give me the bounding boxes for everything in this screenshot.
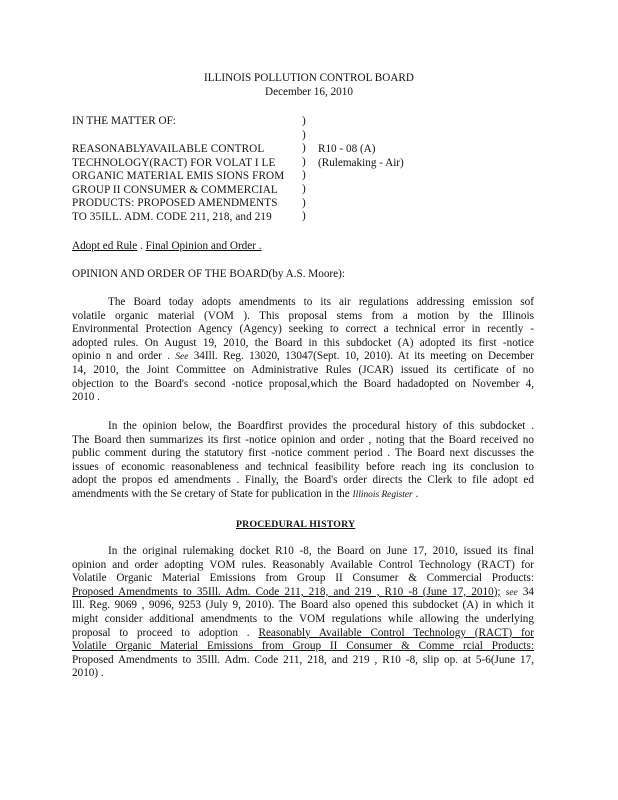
paragraph-line xyxy=(72,488,534,502)
paragraph-procedural-history xyxy=(72,545,534,681)
board-name: ILLINOIS POLLUTION CONTROL BOARD xyxy=(204,72,414,84)
paren: ) xyxy=(302,196,306,209)
paragraph-line: The Board today adopts amendments to its air regulations addressing emission sof xyxy=(108,296,534,308)
case-caption xyxy=(72,143,300,225)
caption-line: ORGANIC MATERIAL EMIS SIONS FROM xyxy=(72,170,285,183)
paragraph-line: objection to the Board's second -notice proposal,which the Board hadadopted on November 4, xyxy=(72,377,534,390)
docket-type: (Rulemaking - Air) xyxy=(318,157,404,169)
in-the-matter-of: IN THE MATTER OF: xyxy=(72,115,176,127)
document-date: December 16, 2010 xyxy=(265,86,353,98)
adopted-rule-text: Adopt ed Rule xyxy=(72,240,138,252)
paragraph-text: proposal to proceed to adoption . xyxy=(72,626,250,639)
paren: ) xyxy=(302,210,306,223)
see-signal: See xyxy=(175,352,189,363)
paragraph-line: 14, 2010, the Joint Committee on Administrative Rules (JCAR) issued its certificate of no xyxy=(72,363,534,376)
paragraph-line: In the original rulemaking docket R10 -8, the Board on June 17, 2010, issued its final xyxy=(108,545,534,557)
illinois-register: Illinois Register xyxy=(352,489,413,500)
adopted-rule-line: Adopt ed Rule . Final Opinion and Order . xyxy=(72,240,262,252)
paragraph-text: amendments with the Se cretary of State for publication in the xyxy=(72,487,350,500)
paragraph-text: 34 xyxy=(522,585,535,598)
paren: ) xyxy=(302,169,306,182)
paragraph-line: Volatile Organic Material Emissions from Group II Consumer & Commercial Products: xyxy=(72,572,534,585)
paragraph-line: adopt the propos ed amendments . Finally, the Board's order directs the Clerk to file adopt ed xyxy=(72,474,534,487)
paren: ) xyxy=(302,128,306,141)
paragraph-line: public comment during the statutory first -notice comment period . The Board next discusses the xyxy=(72,447,534,460)
paragraph-line: Ill. Reg. 9069 , 9096, 9253 (July 9, 2010). The Board also opened this subdocket (A) in which it xyxy=(72,599,534,612)
caption-line: TECHNOLOGY(RACT) FOR VOLAT I LE xyxy=(72,156,276,169)
paragraph-line: Proposed Amendments to 35Ill. Adm. Code 211, 218, and 219 , R10 -8, slip op. at 5-6(June 17, xyxy=(72,653,534,666)
section-heading-procedural-history xyxy=(236,518,355,532)
paragraph-line xyxy=(72,627,534,641)
section-heading-text: PROCEDURAL HISTORY xyxy=(236,519,356,530)
paragraph-line: opinion and order adopting VOM rules. Reasonably Available Control Technology (RACT) for xyxy=(72,558,534,571)
paren: ) xyxy=(302,142,306,155)
paragraph-line xyxy=(72,586,534,600)
paragraph-line: 2010 . xyxy=(72,391,100,404)
paragraph-text: Proposed Amendments to 35Ill. Adm. Code 211, 218, and 219 , R10 -8 (June 17, 2010); xyxy=(72,585,501,598)
paragraph-line: might consider additional amendments to the VOM regulations while allowing the underlying xyxy=(72,612,534,625)
paragraph-line: issues of economic reasonableness and technical feasibility before reach ing its conclusion to xyxy=(72,460,534,473)
paragraph-line xyxy=(72,350,534,364)
paragraph-line: volatile organic material (VOM ). This proposal stems from a motion by the Illinois xyxy=(72,309,534,322)
paragraph-line: adopted rules. On August 19, 2010, the Board in this subdocket (A) adopted its first -notice xyxy=(72,336,534,349)
caption-line: TO 35ILL. ADM. CODE 211, 218, and 219 xyxy=(72,210,272,223)
see-signal: see xyxy=(505,587,518,598)
paragraph-text: 34Ill. Reg. 13020, 13047(Sept. 10, 2010). At its meeting on December xyxy=(193,350,535,363)
paren: ) xyxy=(302,182,306,195)
docket-number: R10 - 08 (A) xyxy=(318,143,376,155)
opinion-heading: OPINION AND ORDER OF THE BOARD(by A.S. Moore): xyxy=(72,268,345,280)
caption-line: REASONABLYAVAILABLE CONTROL xyxy=(72,143,265,155)
final-opinion-text: Final Opinion and Order xyxy=(145,240,256,252)
paragraph-line: 2010) . xyxy=(72,667,104,680)
paragraph-line: Environmental Protection Agency (Agency) seeking to correct a technical error in recently - xyxy=(72,323,534,336)
paragraph-line: In the opinion below, the Boardfirst provides the procedural history of this subdocket . xyxy=(108,420,534,432)
caption-line: GROUP II CONSUMER & COMMERCIAL xyxy=(72,183,278,196)
paragraph-introduction xyxy=(72,296,534,405)
caption-parens xyxy=(302,115,306,224)
caption-line: PRODUCTS: PROPOSED AMENDMENTS xyxy=(72,197,278,210)
paragraph-line: Volatile Organic Material Emissions from Group II Consumer & Comme rcial Products: xyxy=(72,640,534,653)
paragraph-text: opinio n and order . xyxy=(72,350,171,363)
paren: ) xyxy=(302,115,306,127)
adopted-rule-sep: . xyxy=(137,240,146,252)
paren: ) xyxy=(302,155,306,168)
paragraph-text: Reasonably Available Control Technology (RACT) for xyxy=(258,626,534,639)
paragraph-text: . xyxy=(415,487,419,500)
paragraph-summary xyxy=(72,420,534,502)
paragraph-line: The Board then summarizes its first -notice opinion and order , noting that the Board received no xyxy=(72,433,534,446)
